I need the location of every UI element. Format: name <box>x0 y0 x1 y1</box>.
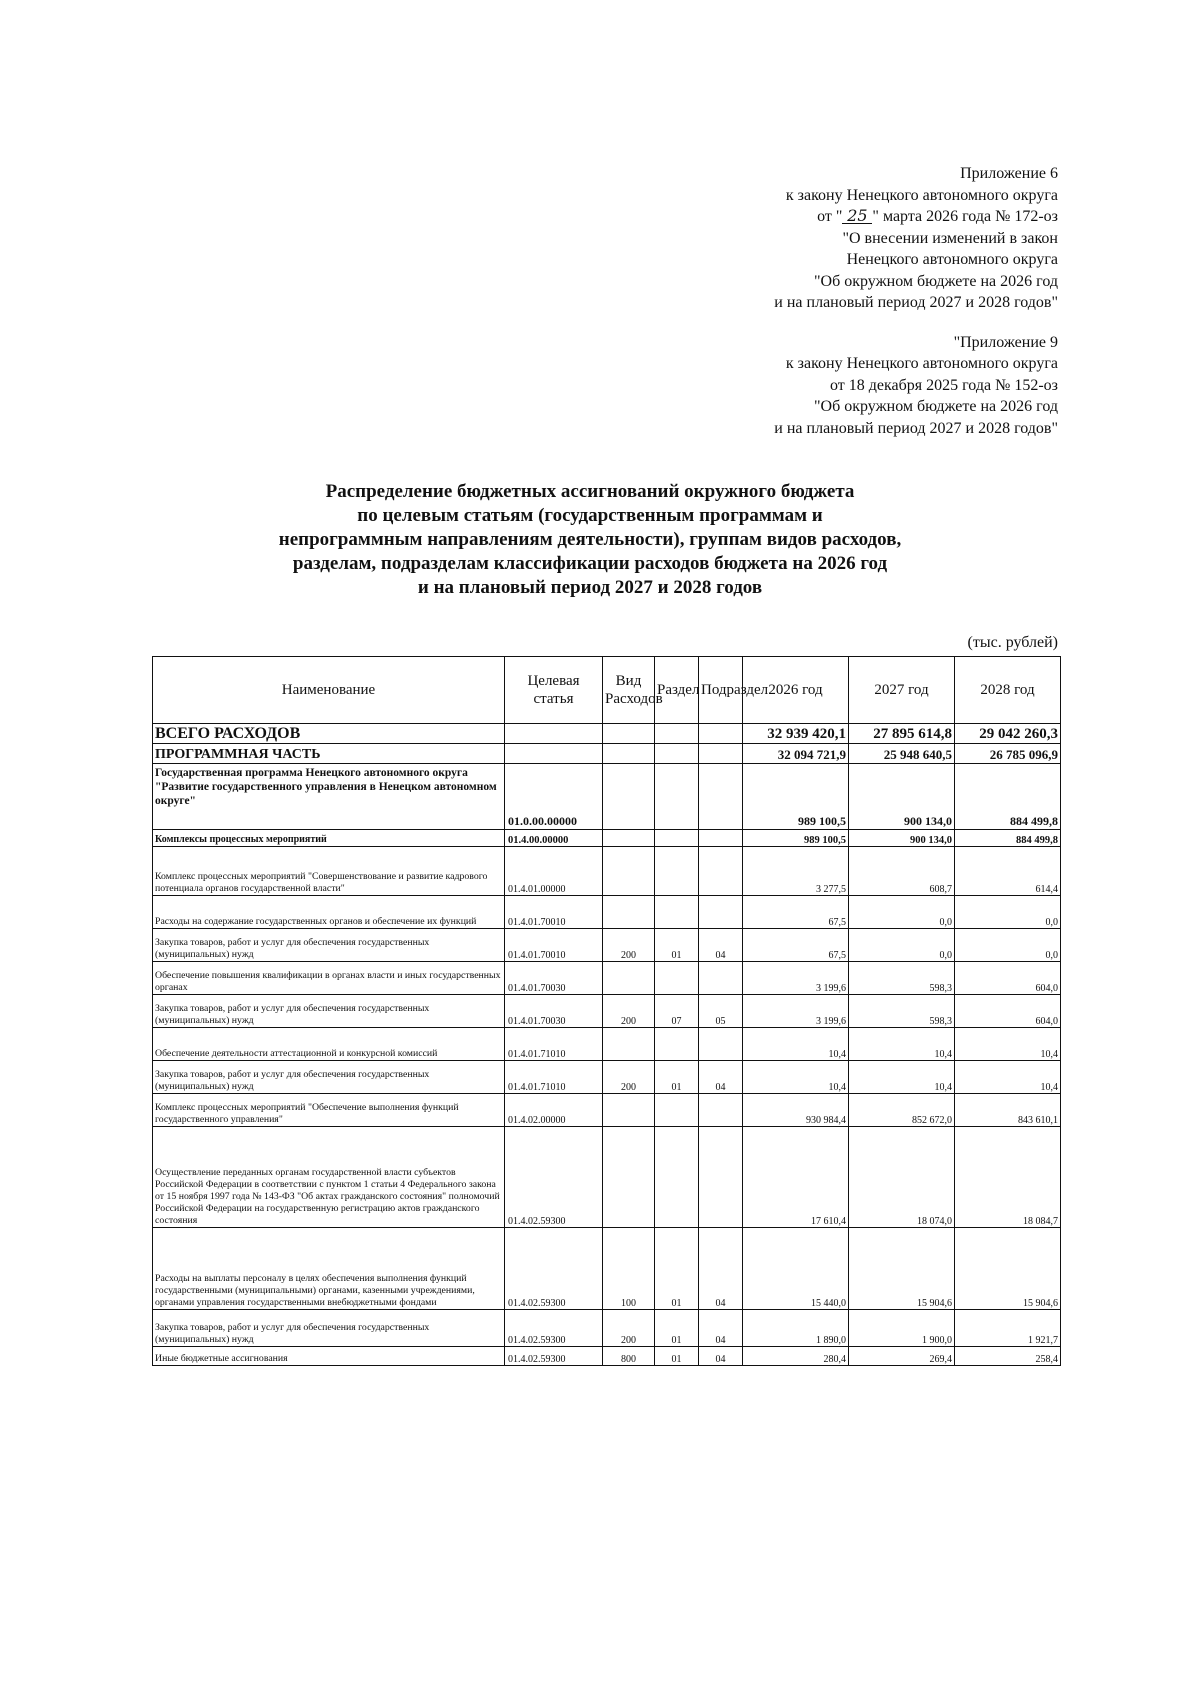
appendix-9-line-3: "Об окружном бюджете на 2026 год <box>814 398 1058 415</box>
cell-target: 01.4.02.59300 <box>505 1127 603 1228</box>
cell-podrazdel <box>699 962 743 995</box>
cell-name: Обеспечение повышения квалификации в органах власти и иных государственных органах <box>153 962 505 995</box>
cell-podrazdel: 05 <box>699 995 743 1028</box>
cell-2026: 3 199,6 <box>743 962 849 995</box>
cell-2026: 1 890,0 <box>743 1310 849 1347</box>
cell-razdel: 01 <box>655 929 699 962</box>
cell-razdel <box>655 830 699 847</box>
header-2027: 2027 год <box>849 657 955 724</box>
cell-name: Осуществление переданных органам государственной власти субъектов Российской Федерации в соответствии с пунктом 1 статьи 4 Федерального закона от 15 ноября 1997 года № 143-ФЗ "Об актах гражданского состояния" полномочий Российской Федерации на государственную регистрацию актов гражданского состояния <box>153 1127 505 1228</box>
table-row <box>153 1228 1061 1310</box>
cell-vid <box>603 896 655 929</box>
cell-target: 01.4.02.59300 <box>505 1347 603 1366</box>
cell-podrazdel <box>699 764 743 830</box>
cell-2026: 32 094 721,9 <box>743 744 849 764</box>
cell-2026: 10,4 <box>743 1028 849 1061</box>
cell-name: Иные бюджетные ассигнования <box>153 1347 505 1366</box>
cell-vid <box>603 1094 655 1127</box>
cell-target <box>505 724 603 744</box>
cell-name: Закупка товаров, работ и услуг для обеспечения государственных (муниципальных) нужд <box>153 1310 505 1347</box>
units-note: (тыс. рублей) <box>967 634 1058 651</box>
cell-2028: 15 904,6 <box>955 1228 1061 1310</box>
cell-vid <box>603 830 655 847</box>
header-target: Целевая статья <box>505 657 603 724</box>
cell-razdel <box>655 896 699 929</box>
header-spacer <box>774 314 1058 332</box>
cell-vid <box>603 1127 655 1228</box>
title-line: Распределение бюджетных ассигнований окружного бюджета <box>325 481 855 502</box>
cell-razdel: 01 <box>655 1347 699 1366</box>
cell-2027: 1 900,0 <box>849 1310 955 1347</box>
table-row <box>153 995 1061 1028</box>
cell-2027: 10,4 <box>849 1028 955 1061</box>
table-row <box>153 1028 1061 1061</box>
cell-2026: 15 440,0 <box>743 1228 849 1310</box>
cell-podrazdel <box>699 744 743 764</box>
cell-vid: 200 <box>603 929 655 962</box>
header-2026: 2026 год <box>743 657 849 724</box>
cell-target: 01.0.00.00000 <box>505 764 603 830</box>
cell-podrazdel: 04 <box>699 929 743 962</box>
cell-target: 01.4.02.00000 <box>505 1094 603 1127</box>
cell-razdel <box>655 962 699 995</box>
cell-2028: 18 084,7 <box>955 1127 1061 1228</box>
cell-2028: 10,4 <box>955 1028 1061 1061</box>
cell-target: 01.4.01.70010 <box>505 896 603 929</box>
cell-razdel <box>655 1094 699 1127</box>
cell-2027: 0,0 <box>849 896 955 929</box>
cell-2028: 10,4 <box>955 1061 1061 1094</box>
appendix-6-line-4: Ненецкого автономного округа <box>846 251 1058 268</box>
cell-vid: 100 <box>603 1228 655 1310</box>
cell-2028: 843 610,1 <box>955 1094 1061 1127</box>
cell-name: Закупка товаров, работ и услуг для обеспечения государственных (муниципальных) нужд <box>153 929 505 962</box>
table-row <box>153 1127 1061 1228</box>
cell-razdel <box>655 847 699 896</box>
cell-2028: 29 042 260,3 <box>955 724 1061 744</box>
title-line: непрограммным направлениям деятельности), группам видов расходов, <box>278 529 902 550</box>
cell-razdel <box>655 1028 699 1061</box>
cell-vid <box>603 744 655 764</box>
cell-vid <box>603 962 655 995</box>
cell-razdel: 01 <box>655 1061 699 1094</box>
cell-razdel <box>655 764 699 830</box>
cell-razdel <box>655 1127 699 1228</box>
table-header-row <box>153 657 1061 724</box>
cell-name: Закупка товаров, работ и услуг для обеспечения государственных (муниципальных) нужд <box>153 1061 505 1094</box>
cell-2028: 258,4 <box>955 1347 1061 1366</box>
title-line: по целевым статьям (государственным программам и <box>357 505 823 526</box>
cell-2027: 900 134,0 <box>849 830 955 847</box>
cell-2026: 67,5 <box>743 896 849 929</box>
table-row <box>153 1310 1061 1347</box>
cell-vid: 200 <box>603 1061 655 1094</box>
appendix-6-date-line <box>774 206 1058 228</box>
table-row <box>153 1347 1061 1366</box>
appendix-9-line-2: от 18 декабря 2025 года № 152-оз <box>829 376 1058 394</box>
cell-podrazdel <box>699 847 743 896</box>
cell-target <box>505 744 603 764</box>
date-prefix: от " <box>817 208 843 225</box>
cell-podrazdel: 04 <box>699 1347 743 1366</box>
appendix-6-line-5: "Об окружном бюджете на 2026 год <box>814 272 1058 290</box>
cell-target: 01.4.01.70030 <box>505 962 603 995</box>
cell-razdel <box>655 744 699 764</box>
cell-vid: 200 <box>603 1310 655 1347</box>
table-row <box>153 896 1061 929</box>
header-razdel: Раздел <box>655 657 699 724</box>
cell-2027: 25 948 640,5 <box>849 744 955 764</box>
appendix-6-title: Приложение 6 <box>960 165 1058 182</box>
cell-podrazdel: 04 <box>699 1061 743 1094</box>
cell-2027: 900 134,0 <box>849 764 955 830</box>
cell-name: ПРОГРАММНАЯ ЧАСТЬ <box>153 744 505 764</box>
cell-name: Закупка товаров, работ и услуг для обеспечения государственных (муниципальных) нужд <box>153 995 505 1028</box>
cell-vid: 200 <box>603 995 655 1028</box>
cell-2027: 27 895 614,8 <box>849 724 955 744</box>
table-row <box>153 830 1061 847</box>
cell-target: 01.4.01.70010 <box>505 929 603 962</box>
table-row <box>153 929 1061 962</box>
cell-2027: 15 904,6 <box>849 1228 955 1310</box>
cell-target: 01.4.01.71010 <box>505 1028 603 1061</box>
table-body <box>153 724 1061 1366</box>
cell-2026: 930 984,4 <box>743 1094 849 1127</box>
budget-table <box>152 656 1061 1366</box>
cell-2028: 604,0 <box>955 962 1061 995</box>
cell-name: Комплексы процессных мероприятий <box>153 830 505 847</box>
appendix-6-line-6: и на плановый период 2027 и 2028 годов" <box>774 294 1058 311</box>
cell-2027: 269,4 <box>849 1347 955 1366</box>
cell-name: Государственная программа Ненецкого автономного округа "Развитие государственного управления в Ненецком автономном округе" <box>153 764 505 830</box>
cell-razdel: 01 <box>655 1228 699 1310</box>
appendix-9-title: "Приложение 9 <box>953 333 1058 351</box>
cell-vid <box>603 764 655 830</box>
appendix-9-line-1: к закону Ненецкого автономного округа <box>785 355 1058 372</box>
cell-podrazdel <box>699 1028 743 1061</box>
cell-2026: 10,4 <box>743 1061 849 1094</box>
cell-podrazdel <box>699 724 743 744</box>
table-row <box>153 962 1061 995</box>
cell-razdel <box>655 724 699 744</box>
table-row <box>153 764 1061 830</box>
cell-podrazdel: 04 <box>699 1228 743 1310</box>
cell-podrazdel <box>699 830 743 847</box>
cell-2028: 0,0 <box>955 929 1061 962</box>
cell-2027: 598,3 <box>849 995 955 1028</box>
cell-2028: 884 499,8 <box>955 764 1061 830</box>
cell-podrazdel <box>699 896 743 929</box>
cell-podrazdel: 04 <box>699 1310 743 1347</box>
cell-target: 01.4.02.59300 <box>505 1228 603 1310</box>
cell-2028: 1 921,7 <box>955 1310 1061 1347</box>
document-title <box>230 480 950 600</box>
cell-name: Расходы на содержание государственных органов и обеспечение их функций <box>153 896 505 929</box>
cell-target: 01.4.01.00000 <box>505 847 603 896</box>
header-name: Наименование <box>153 657 505 724</box>
cell-2026: 989 100,5 <box>743 830 849 847</box>
cell-vid <box>603 1028 655 1061</box>
cell-name: Обеспечение деятельности аттестационной и конкурсной комиссий <box>153 1028 505 1061</box>
cell-target: 01.4.02.59300 <box>505 1310 603 1347</box>
cell-2027: 0,0 <box>849 929 955 962</box>
cell-target: 01.4.00.00000 <box>505 830 603 847</box>
title-line: и на плановый период 2027 и 2028 годов <box>417 577 763 598</box>
cell-2027: 608,7 <box>849 847 955 896</box>
table-row <box>153 724 1061 744</box>
header-podrazdel: Подраздел <box>699 657 743 724</box>
cell-razdel: 01 <box>655 1310 699 1347</box>
cell-target: 01.4.01.71010 <box>505 1061 603 1094</box>
cell-target: 01.4.01.70030 <box>505 995 603 1028</box>
table-row <box>153 847 1061 896</box>
appendix-6-line-3: "О внесении изменений в закон <box>842 229 1058 247</box>
cell-podrazdel <box>699 1094 743 1127</box>
cell-2026: 67,5 <box>743 929 849 962</box>
header-2028: 2028 год <box>955 657 1061 724</box>
handwritten-day: 25 <box>842 208 872 224</box>
cell-2027: 598,3 <box>849 962 955 995</box>
appendix-6-law-line: к закону Ненецкого автономного округа <box>785 186 1058 204</box>
header-vid: Вид Расходов <box>603 657 655 724</box>
cell-vid: 800 <box>603 1347 655 1366</box>
cell-name: Комплекс процессных мероприятий "Совершенствование и развитие кадрового потенциала органов государственной власти" <box>153 847 505 896</box>
cell-2026: 3 277,5 <box>743 847 849 896</box>
cell-2026: 32 939 420,1 <box>743 724 849 744</box>
date-suffix: " марта 2026 года № 172-оз <box>872 208 1058 225</box>
appendix-9-line-4: и на плановый период 2027 и 2028 годов" <box>774 419 1058 437</box>
cell-2027: 852 672,0 <box>849 1094 955 1127</box>
cell-name: Комплекс процессных мероприятий "Обеспечение выполнения функций государственного управления" <box>153 1094 505 1127</box>
cell-2028: 26 785 096,9 <box>955 744 1061 764</box>
cell-2026: 17 610,4 <box>743 1127 849 1228</box>
cell-2026: 989 100,5 <box>743 764 849 830</box>
cell-name: Расходы на выплаты персоналу в целях обеспечения выполнения функций государственными (муниципальными) органами, казенными учреждениями, органами управления государственными внебюджетными фондами <box>153 1228 505 1310</box>
cell-vid <box>603 724 655 744</box>
cell-2028: 614,4 <box>955 847 1061 896</box>
cell-2028: 884 499,8 <box>955 830 1061 847</box>
cell-podrazdel <box>699 1127 743 1228</box>
cell-vid <box>603 847 655 896</box>
cell-name: ВСЕГО РАСХОДОВ <box>153 724 505 744</box>
cell-2026: 3 199,6 <box>743 995 849 1028</box>
appendix-header <box>774 163 1058 439</box>
cell-2027: 18 074,0 <box>849 1127 955 1228</box>
cell-2027: 10,4 <box>849 1061 955 1094</box>
cell-2028: 604,0 <box>955 995 1061 1028</box>
cell-razdel: 07 <box>655 995 699 1028</box>
table-row <box>153 1094 1061 1127</box>
cell-2028: 0,0 <box>955 896 1061 929</box>
title-line: разделам, подразделам классификации расходов бюджета на 2026 год <box>292 553 888 574</box>
table-row <box>153 744 1061 764</box>
cell-2026: 280,4 <box>743 1347 849 1366</box>
table-row <box>153 1061 1061 1094</box>
